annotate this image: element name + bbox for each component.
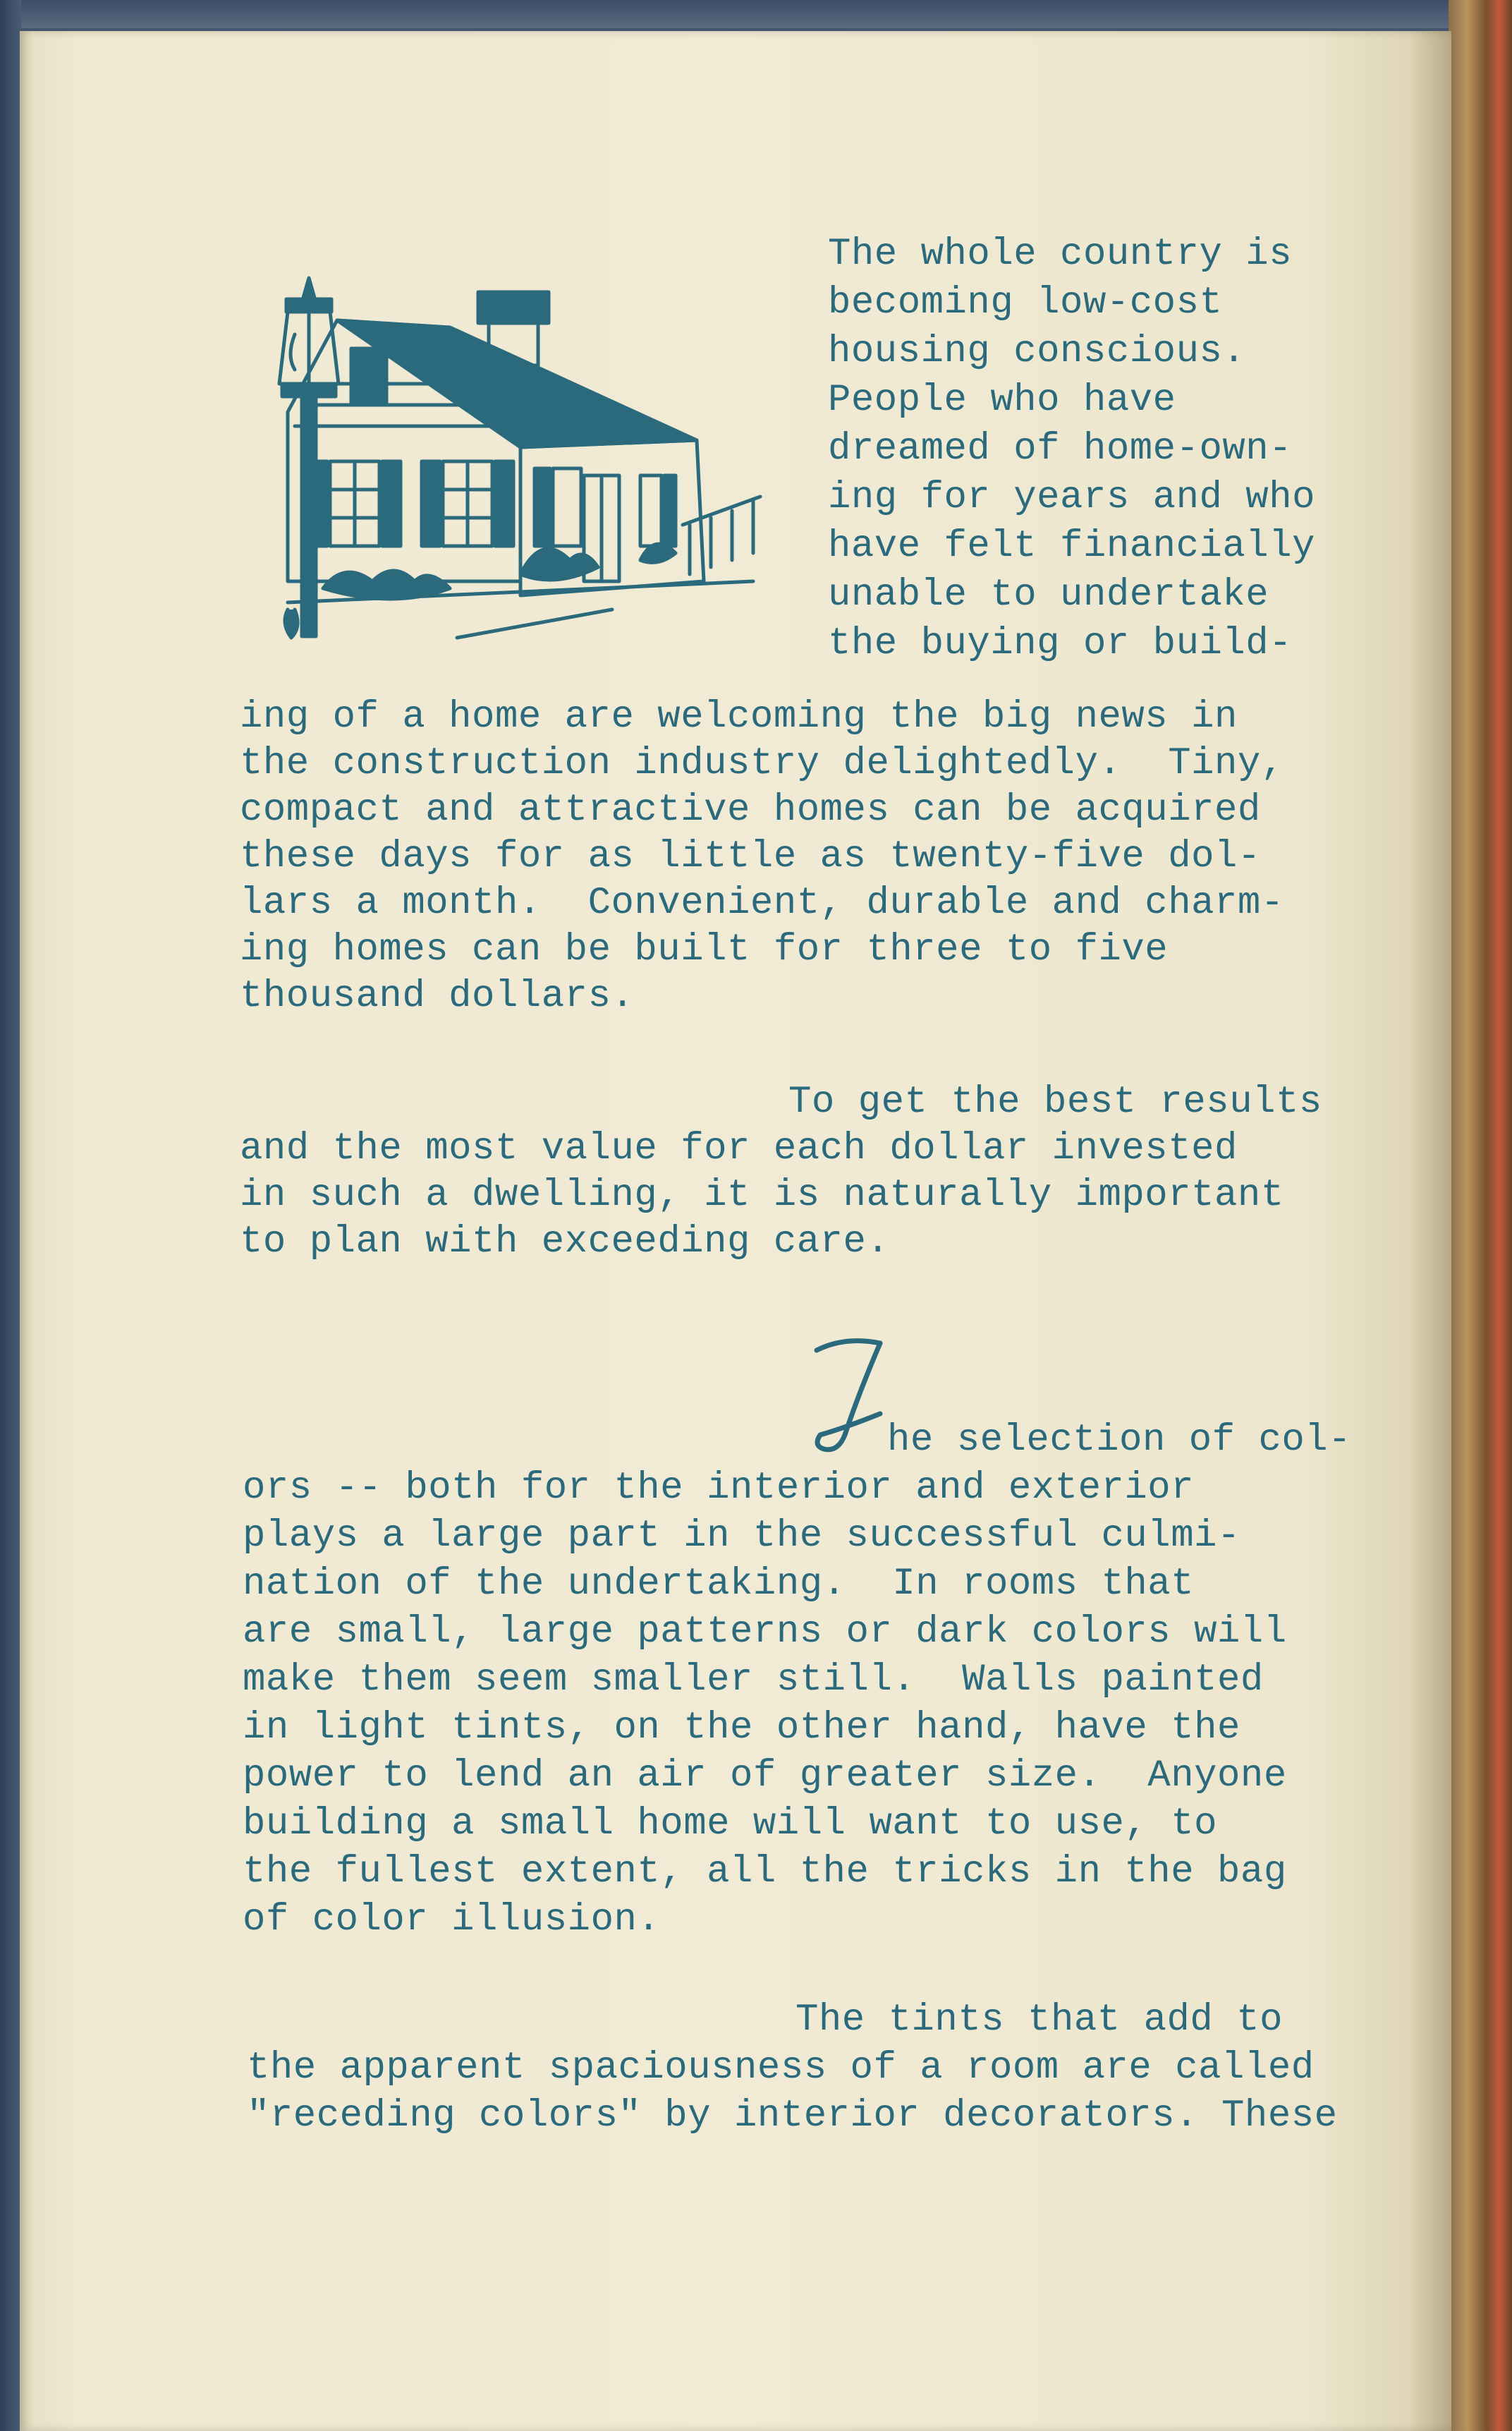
text-line: power to lend an air of greater size. Anyone [243, 1754, 1287, 1798]
paragraph-4-body [247, 2044, 1338, 2140]
text-line: becoming low-cost [828, 281, 1223, 325]
text-line: The whole country is [828, 233, 1293, 276]
paragraph-2-body [240, 1126, 1284, 1266]
book-page-edges-right [1449, 0, 1512, 2431]
text-line: lars a month. Convenient, durable and charm- [240, 882, 1284, 925]
page-gutter-shadow [1409, 31, 1451, 2431]
text-line: building a small home will want to use, to [243, 1802, 1218, 1845]
text-line: dreamed of home-own- [828, 428, 1293, 471]
text-line: and the most value for each dollar invested [240, 1127, 1238, 1170]
text-line: compact and attractive homes can be acquired [240, 789, 1261, 832]
text-line: these days for as little as twenty-five dol- [240, 835, 1261, 878]
text-line: ing for years and who [828, 476, 1316, 519]
cottage-illustration [245, 271, 795, 666]
house-body [288, 292, 760, 595]
text-line: in light tints, on the other hand, have the [243, 1706, 1240, 1750]
text-line: the construction industry delightedly. Tiny, [240, 742, 1284, 785]
text-line: housing conscious. [828, 330, 1246, 373]
text-line: "receding colors" by interior decorators. These [247, 2094, 1338, 2138]
text-line: plays a large part in the successful culmi- [243, 1515, 1240, 1558]
text-line: of color illusion. [243, 1898, 661, 1941]
paragraph-1-continued [240, 694, 1284, 1020]
text-line: in such a dwelling, it is naturally important [240, 1174, 1284, 1217]
book-cover-top-edge [0, 0, 1512, 28]
text-line: the apparent spaciousness of a room are called [247, 2047, 1315, 2090]
paragraph-4-first-line: The tints that add to [795, 1999, 1284, 2042]
paragraph-3-body [243, 1465, 1287, 1944]
text-line: ors -- both for the interior and exterior [243, 1467, 1195, 1510]
text-line: ing homes can be built for three to five [240, 928, 1169, 971]
text-line: the buying or build- [828, 622, 1293, 665]
text-line: People who have [828, 379, 1176, 422]
paragraph-3-first-line: he selection of col- [887, 1419, 1352, 1462]
text-line: thousand dollars. [240, 975, 635, 1018]
text-line: make them seem smaller still. Walls painted [243, 1659, 1264, 1702]
text-line: ing of a home are welcoming the big news in [240, 696, 1238, 739]
text-line: are small, large patterns or dark colors will [243, 1611, 1287, 1654]
book-page [20, 31, 1451, 2431]
text-line: the fullest extent, all the tricks in the bag [243, 1850, 1287, 1893]
text-line: nation of the undertaking. In rooms that [243, 1563, 1195, 1606]
text-line: to plan with exceeding care. [240, 1220, 890, 1263]
paragraph-2-first-line: To get the best results [788, 1081, 1322, 1124]
book-cover-left-edge [0, 0, 21, 2431]
paragraph-1-column [828, 230, 1315, 668]
text-line: unable to undertake [828, 574, 1269, 617]
text-line: have felt financially [828, 525, 1316, 568]
